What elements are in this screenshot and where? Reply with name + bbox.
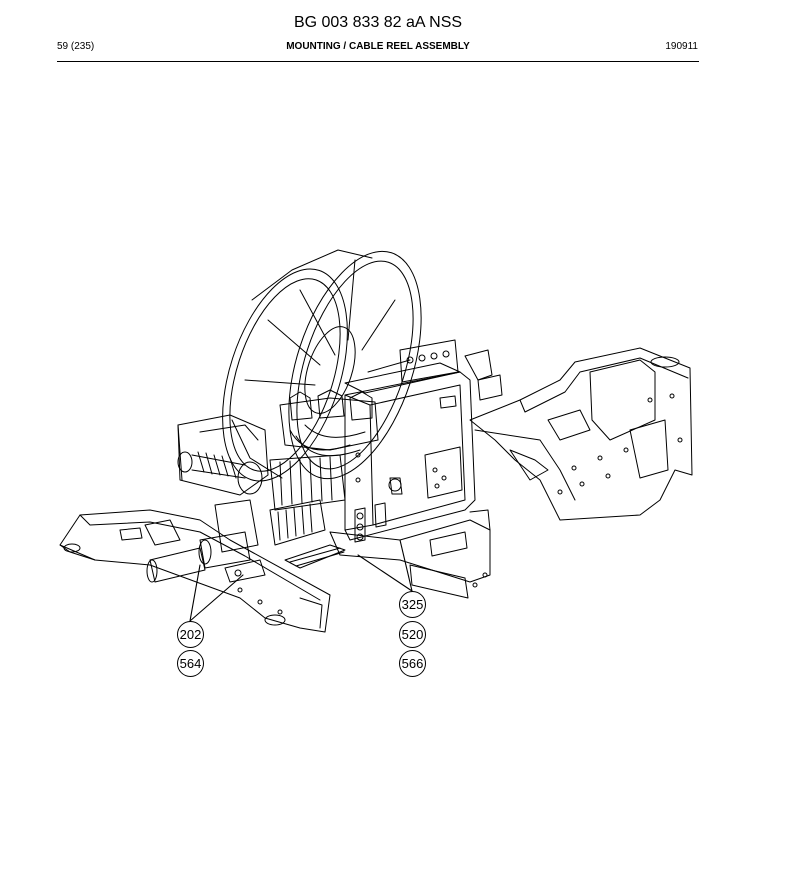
callout-202: 202 <box>177 621 204 648</box>
callout-520: 520 <box>399 621 426 648</box>
reel-motor <box>147 500 265 582</box>
callout-566: 566 <box>399 650 426 677</box>
page-number: 59 (235) <box>57 41 95 52</box>
callout-325: 325 <box>399 591 426 618</box>
chassis-frame <box>465 348 692 520</box>
revision-date: 190911 <box>665 41 698 52</box>
callout-564: 564 <box>177 650 204 677</box>
electrical-cabinet <box>345 340 475 542</box>
front-frame <box>60 510 330 632</box>
cable-reel <box>199 235 447 497</box>
hydraulic-distributor <box>270 500 345 568</box>
document-code: BG 003 833 82 aA NSS <box>293 14 463 31</box>
section-title: MOUNTING / CABLE REEL ASSEMBLY <box>286 41 470 52</box>
